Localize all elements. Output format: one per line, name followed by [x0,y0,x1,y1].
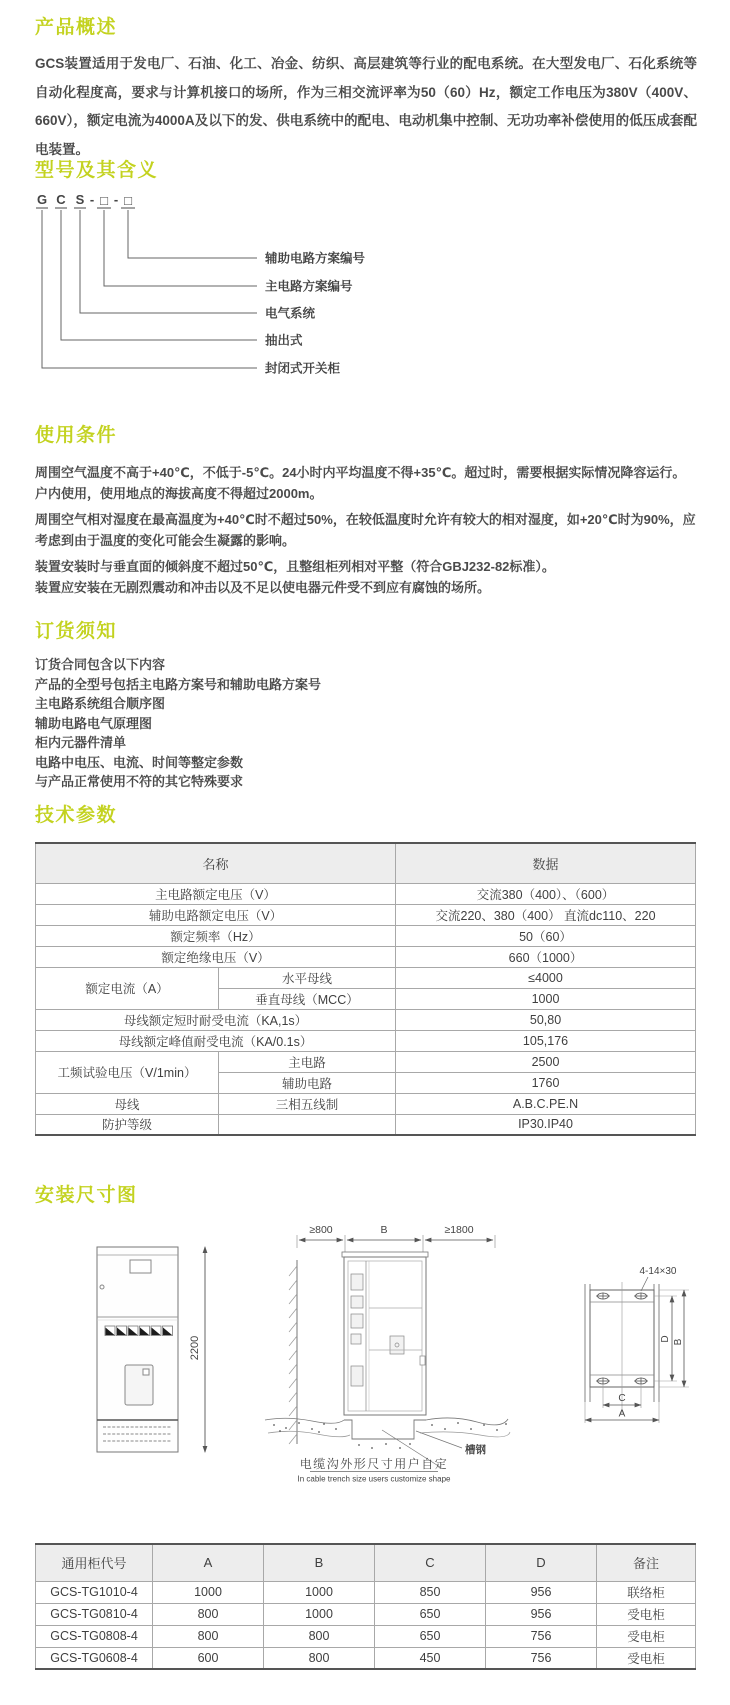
trench-note-en: In cable trench size users customize shape [297,1474,451,1484]
model-code-char: G [36,192,48,207]
cabinet-codes-table [35,1543,696,1670]
dim-a: 800 [153,1603,264,1625]
param-value: A.B.C.PE.N [396,1093,696,1114]
meter-window [130,1260,151,1273]
section-title-conditions: 使用条件 [35,425,118,446]
table-row [36,1051,696,1072]
remark: 受电柜 [597,1625,696,1647]
plan-dim-d: D [660,1335,671,1343]
table-row [36,904,696,925]
trench-note-cn: 电缆沟外形尺寸用户自定 [299,1457,449,1471]
param-value: 50（60） [396,925,696,946]
param-value: 1760 [396,1072,696,1093]
remark: 联络柜 [597,1581,696,1603]
param-sub: 辅助电路 [219,1072,396,1093]
cable-trench [344,1420,426,1439]
table-row [36,1625,696,1647]
remark: 受电柜 [597,1603,696,1625]
conditions-block [35,462,699,598]
param-group: 工频试验电压（V/1min） [36,1051,219,1093]
table-row [36,883,696,904]
ordering-item: 产品的全型号包括主电路方案号和辅助电路方案号 [35,676,322,692]
ordering-list [35,655,635,792]
dim-b: 1000 [264,1603,375,1625]
dim-b: 800 [264,1647,375,1669]
model-designation-diagram [35,188,455,383]
condition-paragraph: 周围空气温度不高于+40℃，不低于-5℃。24小时内平均温度不得+35℃。超过时，需要根据实际情况降容运行。 [35,465,686,480]
condition-paragraph: 周围空气相对湿度在最高温度为+40℃时不超过50%，在较低温度时允许有较大的相对湿度，如+20℃时为90%，应考虑到由于温度的变化可能会生凝露的影响。 [35,512,696,548]
section-title-model: 型号及其含义 [35,160,159,181]
dim-d: 956 [486,1603,597,1625]
param-sub [219,1114,396,1135]
channel-steel-label: 槽钢 [465,1444,486,1456]
cabinet-code: GCS-TG0810-4 [36,1603,153,1625]
ordering-item: 辅助电路电气原理图 [35,715,153,731]
dim-d: 756 [486,1625,597,1647]
param-name: 防护等级 [36,1114,219,1135]
section-title-install: 安装尺寸图 [35,1185,138,1206]
table-row [36,1647,696,1669]
section-title-tech: 技术参数 [35,805,118,826]
model-label-main-circuit: 主电路方案编号 [265,279,353,294]
dim-a: 600 [153,1647,264,1669]
plan-dim-a: A [618,1408,626,1420]
param-name: 母线额定短时耐受电流（KA,1s） [36,1009,396,1030]
param-name: 辅助电路额定电压（V） [36,904,396,925]
table-row [36,967,696,988]
param-value: 660（1000） [396,946,696,967]
tech-header-name: 名称 [36,843,396,883]
plan-dim-b: B [673,1338,684,1346]
cab-header: B [264,1544,375,1581]
dim-c: 650 [375,1625,486,1647]
param-name: 额定绝缘电压（V） [36,946,396,967]
side-width-dim: B [380,1224,388,1236]
side-left-gap-dim: ≥800 [309,1224,333,1236]
cab-header: 通用柜代号 [36,1544,153,1581]
side-right-gap-dim: ≥1800 [444,1224,474,1236]
ordering-item: 与产品正常使用不符的其它特殊要求 [35,774,244,789]
param-sub: 三相五线制 [219,1093,396,1114]
param-name: 母线 [36,1093,219,1114]
model-label-aux-circuit: 辅助电路方案编号 [265,251,366,266]
param-value: ≤4000 [396,967,696,988]
param-value: 1000 [396,988,696,1009]
param-sub: 水平母线 [219,967,396,988]
front-view-drawing [85,1243,215,1458]
param-sub: 主电路 [219,1051,396,1072]
table-row [36,1114,696,1135]
dim-a: 800 [153,1625,264,1647]
table-header-row [36,1544,696,1581]
cab-header: A [153,1544,264,1581]
param-sub: 垂直母线（MCC） [219,988,396,1009]
dim-b: 1000 [264,1581,375,1603]
param-name: 额定频率（Hz） [36,925,396,946]
remark: 受电柜 [597,1647,696,1669]
param-value: 50,80 [396,1009,696,1030]
side-view-drawing [262,1218,512,1486]
param-name: 母线额定峰值耐受电流（KA/0.1s） [36,1030,396,1051]
cab-header: D [486,1544,597,1581]
table-row [36,1009,696,1030]
model-label-drawout: 抽出式 [265,333,303,348]
plan-dim-c: C [618,1393,626,1404]
front-height-dim: 2200 [189,1335,201,1361]
model-code-char: □ [124,193,132,208]
condition-paragraph: 装置安装时与垂直面的倾斜度不超过50℃，且整组柜列相对平整（符合GBJ232-82标准）。 [35,559,555,574]
tech-header-data: 数据 [396,843,696,883]
table-row [36,1030,696,1051]
cabinet-code: GCS-TG1010-4 [36,1581,153,1603]
model-code-char: - [89,192,95,207]
table-row [36,1581,696,1603]
dim-d: 956 [486,1581,597,1603]
cab-header: C [375,1544,486,1581]
dim-c: 450 [375,1647,486,1669]
model-code-char: C [56,192,66,207]
param-value: 交流380（400）、（600） [396,883,696,904]
param-value: 2500 [396,1051,696,1072]
dim-b: 800 [264,1625,375,1647]
ordering-item: 订货合同包含以下内容 [35,657,166,672]
section-title-overview: 产品概述 [35,17,118,38]
param-value: IP30.IP40 [396,1114,696,1135]
table-row [36,1093,696,1114]
slot-dim-label: 4-14×30 [639,1266,677,1277]
table-row [36,946,696,967]
model-label-enclosed: 封闭式开关柜 [265,361,341,376]
param-value: 105,176 [396,1030,696,1051]
model-code-char: □ [100,193,108,208]
condition-paragraph: 户内使用，使用地点的海拔高度不得超过2000m。 [35,486,323,501]
table-header-row [36,843,696,883]
cab-header: 备注 [597,1544,696,1581]
param-group: 额定电流（A） [36,967,219,1009]
param-value: 交流220、380（400） 直流dc110、220 [396,904,696,925]
dim-c: 650 [375,1603,486,1625]
cabinet-code: GCS-TG0608-4 [36,1647,153,1669]
overview-paragraph: GCS装置适用于发电厂、石油、化工、冶金、纺织、高层建筑等行业的配电系统。在大型发电厂、石化系统等自动化程度高，要求与计算机接口的场所，作为三相交流评率为50（60）Hz，额定工作电压为380V（400V、660V），额定电流为4000A及以下的发、供电系统中的配电、电动机集中控制、无功功率补偿使用的低压成套配电装置。 [35,56,697,157]
tech-params-table [35,842,696,1136]
cabinet-code: GCS-TG0808-4 [36,1625,153,1647]
model-code-char: S [75,192,85,207]
param-name: 主电路额定电压（V） [36,883,396,904]
table-row [36,925,696,946]
table-row [36,1603,696,1625]
condition-paragraph: 装置应安装在无剧烈震动和冲击以及不足以使电器元件受不到应有腐蚀的场所。 [35,580,491,595]
model-code-char: - [113,192,119,207]
wall-hatching [289,1266,297,1444]
ordering-item: 电路中电压、电流、时间等整定参数 [35,754,244,770]
ordering-item: 柜内元器件清单 [35,735,127,750]
dim-d: 756 [486,1647,597,1669]
dim-a: 1000 [153,1581,264,1603]
dim-c: 850 [375,1581,486,1603]
section-title-ordering: 订货须知 [35,621,118,642]
plan-view-drawing [530,1262,720,1432]
model-label-electrical: 电气系统 [265,306,316,321]
ordering-item: 主电路系统组合顺序图 [35,696,166,711]
